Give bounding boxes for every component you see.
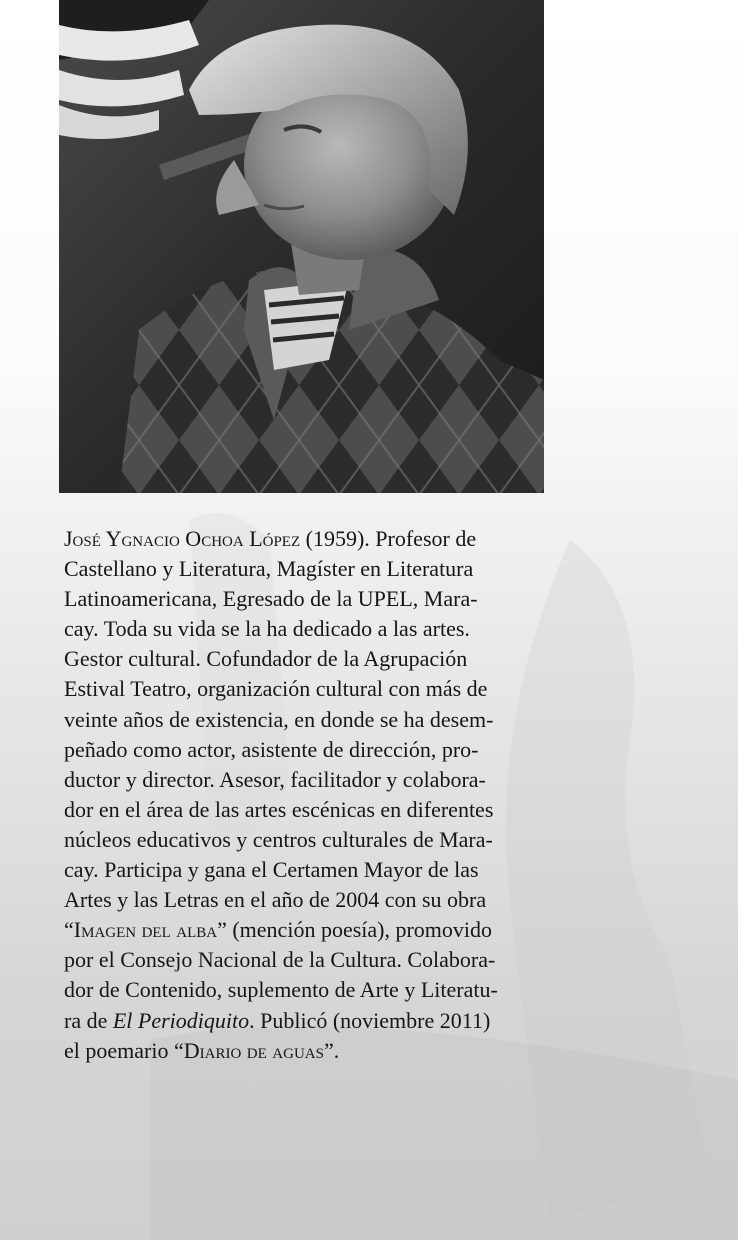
bio-line xyxy=(64,855,559,885)
bio-text: Artes y las Letras en el año de 2004 con su obra xyxy=(64,887,487,913)
bio-text: Latinoamericana, Egresado de la UPEL, Mara- xyxy=(64,586,478,612)
bio-text: ra de xyxy=(64,1007,113,1033)
italic-title: El Periodiquito xyxy=(112,1007,250,1033)
bio-text: peñado como actor, asistente de dirección, pro- xyxy=(64,736,479,762)
bio-line xyxy=(64,705,559,735)
bio-line xyxy=(64,584,559,614)
bio-text: núcleos educativos y centros culturales de Mara- xyxy=(64,826,493,852)
bio-line xyxy=(64,975,559,1005)
portrait-image xyxy=(59,0,544,493)
small-caps-text: Imagen del alba xyxy=(73,917,218,943)
bio-line xyxy=(64,1036,559,1066)
small-caps-text: Diario de aguas xyxy=(183,1037,324,1063)
bio-line xyxy=(64,915,559,945)
bio-line xyxy=(64,735,559,765)
bio-line xyxy=(64,674,559,704)
bio-line xyxy=(64,524,559,554)
bio-text: veinte años de existencia, en donde se ha desem- xyxy=(64,706,494,732)
bio-text: dor en el área de las artes escénicas en diferentes xyxy=(64,796,494,822)
bio-line xyxy=(64,614,559,644)
bio-text: dor de Contenido, suplemento de Arte y Literatu- xyxy=(64,977,498,1003)
bio-text: “ xyxy=(64,917,74,943)
small-caps-text: José Ygnacio Ochoa López xyxy=(64,526,301,551)
bio-line xyxy=(64,795,559,825)
bio-line xyxy=(64,765,559,795)
bio-text: ” (mención poesía), promovido xyxy=(217,917,493,943)
author-bio xyxy=(64,524,559,1066)
bio-line xyxy=(64,554,559,584)
bio-text: el poemario “ xyxy=(64,1037,184,1063)
bio-text: Gestor cultural. Cofundador de la Agrupación xyxy=(64,646,468,672)
bio-line xyxy=(64,945,559,975)
bio-line xyxy=(64,825,559,855)
bio-text: Estival Teatro, organización cultural con más de xyxy=(64,676,488,702)
bio-text: . Publicó (noviembre 2011) xyxy=(249,1007,491,1033)
bio-line xyxy=(64,644,559,674)
bio-text: Castellano y Literatura, Magíster en Literatura xyxy=(64,556,474,582)
author-photo xyxy=(59,0,544,493)
bio-line xyxy=(64,1006,559,1036)
bio-text: por el Consejo Nacional de la Cultura. Colabora- xyxy=(64,947,496,973)
bio-text: (1959). Profesor de xyxy=(300,526,477,551)
bio-text: cay. Toda su vida se la ha dedicado a las artes. xyxy=(64,616,470,642)
bio-text: cay. Participa y gana el Certamen Mayor de las xyxy=(64,857,479,883)
bio-text: ductor y director. Asesor, facilitador y colabora- xyxy=(64,766,486,792)
bio-line xyxy=(64,885,559,915)
bio-text: ”. xyxy=(323,1037,340,1063)
